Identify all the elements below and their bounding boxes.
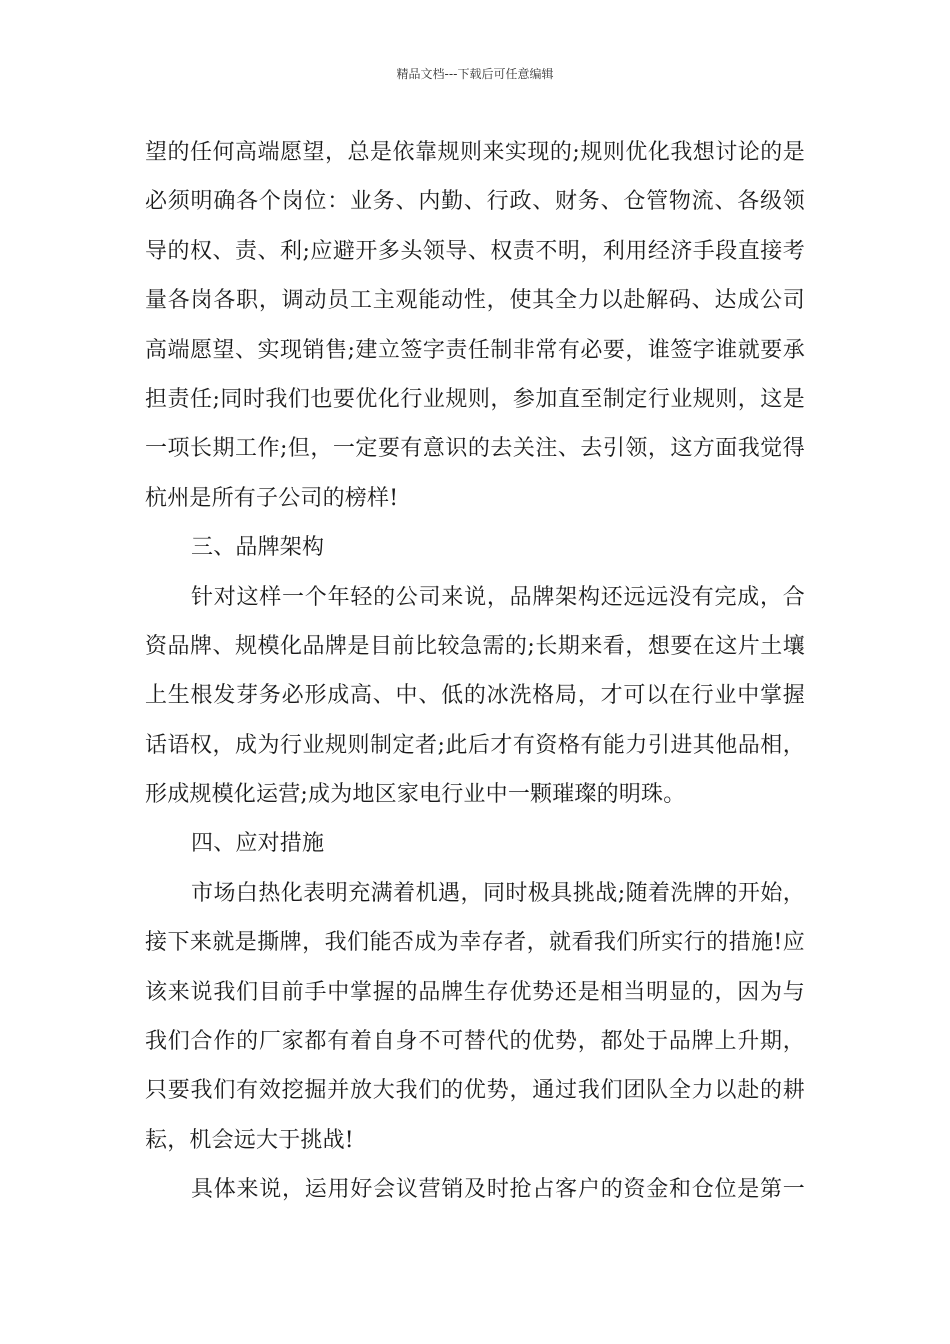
text-line: 担责任;同时我们也要优化行业规则，参加直至制定行业规则，这是 xyxy=(145,386,805,412)
text-line: 必须明确各个岗位：业务、内勤、行政、财务、仓管物流、各级领 xyxy=(145,189,805,215)
text-line: 一项长期工作;但，一定要有意识的去关注、去引领，这方面我觉得 xyxy=(145,436,805,462)
text-line: 上生根发芽务必形成高、中、低的冰洗格局，才可以在行业中掌握 xyxy=(145,683,805,709)
text-line: 资品牌、规模化品牌是目前比较急需的;长期来看，想要在这片土壤 xyxy=(145,633,805,659)
text-line: 市场白热化表明充满着机遇，同时极具挑战;随着洗牌的开始， xyxy=(191,880,805,906)
text-line: 导的权、责、利;应避开多头领导、权责不明，利用经济手段直接考 xyxy=(145,238,805,264)
text-line: 量各岗各职，调动员工主观能动性，使其全力以赴解码、达成公司 xyxy=(145,288,805,314)
text-line: 只要我们有效挖掘并放大我们的优势，通过我们团队全力以赴的耕 xyxy=(145,1078,805,1104)
text-line: 针对这样一个年轻的公司来说，品牌架构还远远没有完成，合 xyxy=(191,584,805,610)
text-line: 耘，机会远大于挑战! xyxy=(145,1127,354,1153)
text-line: 望的任何高端愿望，总是依靠规则来实现的;规则优化我想讨论的是 xyxy=(145,140,805,165)
text-line: 高端愿望、实现销售;建立签字责任制非常有必要，谁签字谁就要承 xyxy=(145,337,805,363)
section-heading-measures: 四、应对措施 xyxy=(191,831,325,857)
document-body xyxy=(145,128,805,1215)
section-heading-brand: 三、品牌架构 xyxy=(191,535,325,561)
text-line: 具体来说，运用好会议营销及时抢占客户的资金和仓位是第一 xyxy=(191,1177,805,1203)
text-line: 杭州是所有子公司的榜样! xyxy=(145,485,399,511)
text-line: 我们合作的厂家都有着自身不可替代的优势，都处于品牌上升期， xyxy=(145,1029,805,1055)
text-line: 形成规模化运营;成为地区家电行业中一颗璀璨的明珠。 xyxy=(145,782,686,808)
page-header: 精品文档---下载后可任意编辑 xyxy=(396,67,554,81)
text-line: 该来说我们目前手中掌握的品牌生存优势还是相当明显的，因为与 xyxy=(145,979,805,1005)
text-line: 接下来就是撕牌，我们能否成为幸存者，就看我们所实行的措施!应 xyxy=(145,930,805,956)
text-line: 话语权，成为行业规则制定者;此后才有资格有能力引进其他品相， xyxy=(145,732,805,758)
